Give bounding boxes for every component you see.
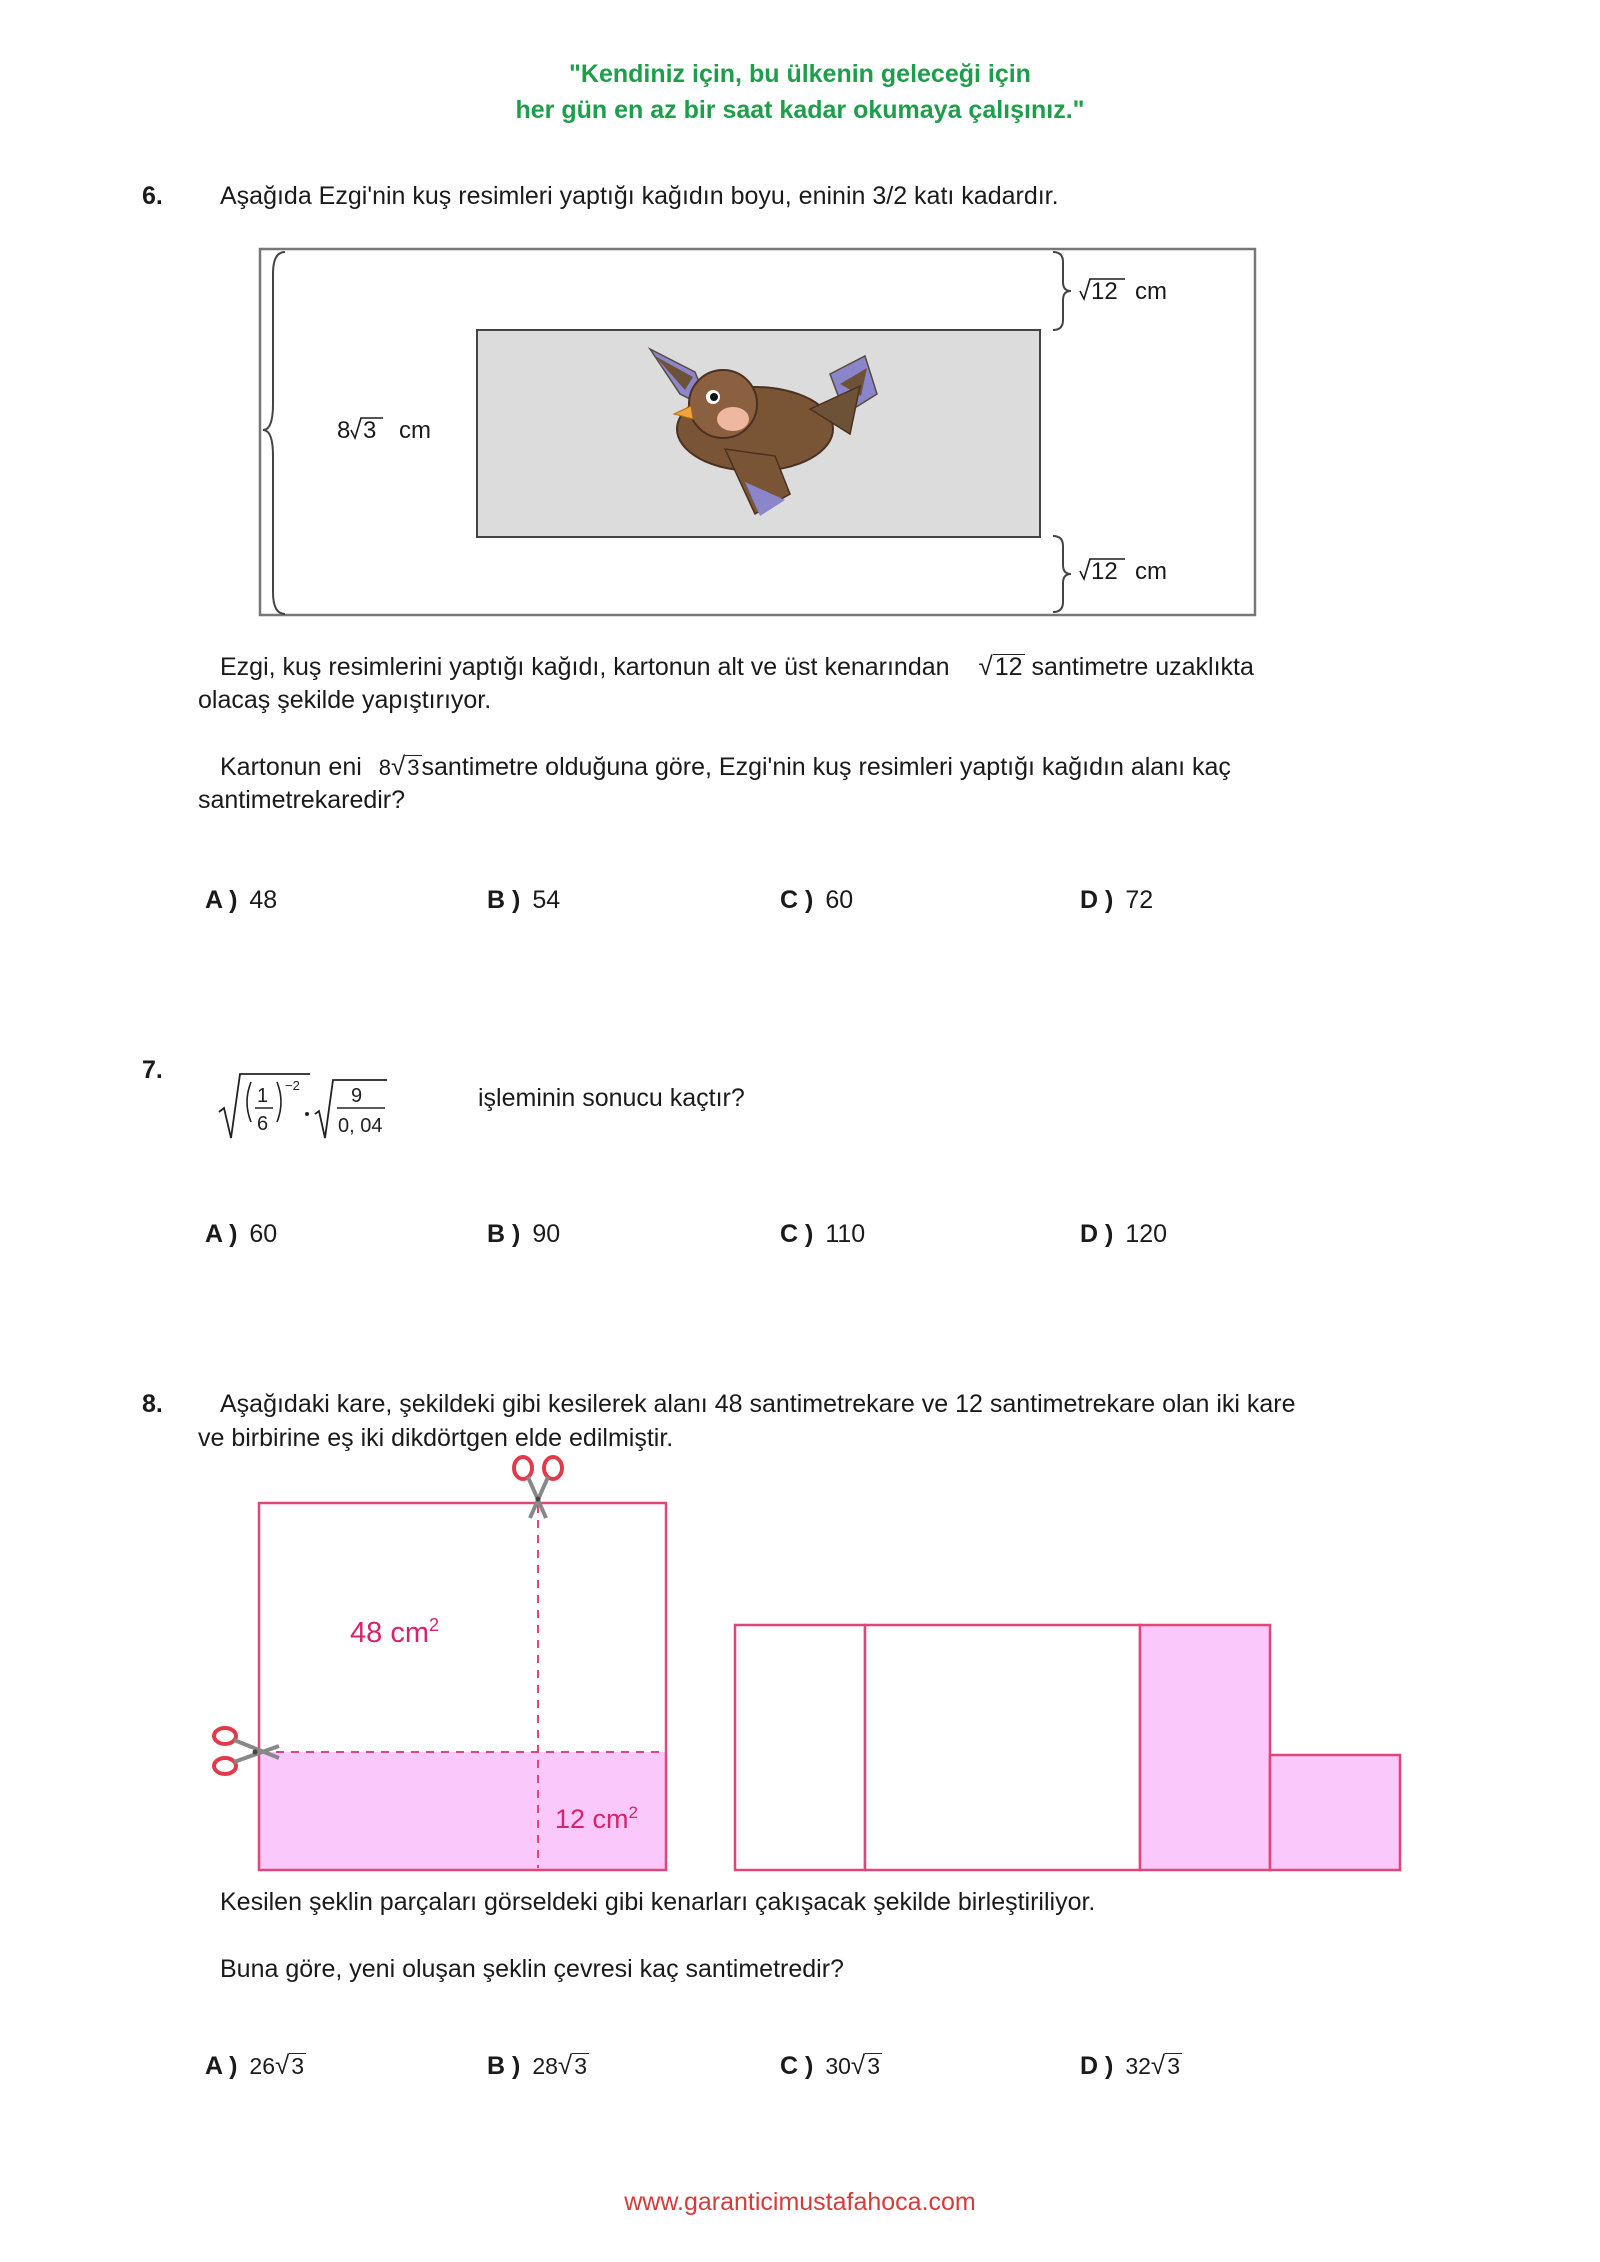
assembled-piece-2 bbox=[865, 1625, 1140, 1870]
q8-option-b[interactable]: B ) 28√3 bbox=[487, 2050, 587, 2080]
question-6-prompt: Aşağıda Ezgi'nin kuş resimleri yaptığı kağıdın boyu, eninin 3/2 katı kadardır. bbox=[220, 182, 1059, 210]
svg-text:6: 6 bbox=[257, 1113, 269, 1135]
question-6-figure bbox=[255, 244, 1265, 620]
motto-line-1: "Kendiniz için, bu ülkenin geleceği için bbox=[569, 60, 1031, 88]
q8-option-a[interactable]: A ) 26√3 bbox=[205, 2050, 305, 2080]
question-7-number: 7. bbox=[142, 1056, 163, 1084]
width-coef: 8 bbox=[337, 417, 351, 444]
label-12: 12 $cm^2$ bbox=[555, 1803, 638, 1834]
question-8-prompt-b: ve birbirine eş iki dikdörtgen elde edilmiştir. bbox=[198, 1424, 674, 1452]
svg-text:1: 1 bbox=[257, 1085, 269, 1107]
assembled-piece-3 bbox=[1140, 1625, 1270, 1870]
question-8-number: 8. bbox=[142, 1390, 163, 1418]
q7-option-d[interactable]: D ) 120 bbox=[1080, 1220, 1168, 1248]
svg-text:0, 04: 0, 04 bbox=[338, 1115, 383, 1137]
motto-line-2: her gün en az bir saat kadar okumaya çalışınız." bbox=[515, 96, 1085, 124]
q6-option-d[interactable]: D ) 72 bbox=[1080, 886, 1154, 914]
question-6-paragraph-2b: santimetrekaredir? bbox=[198, 786, 406, 814]
q7-option-b[interactable]: B ) 90 bbox=[487, 1220, 561, 1248]
q6-option-c[interactable]: C ) 60 bbox=[780, 886, 854, 914]
label-48: 48 $cm^2$ bbox=[350, 1615, 439, 1649]
width-radicand: 3 bbox=[363, 417, 377, 444]
bottom-margin-unit: cm bbox=[1135, 558, 1167, 585]
question-6-paragraph-1: Ezgi, kuş resimlerini yaptığı kağıdı, kartonun alt ve üst kenarından √12 santimetre uzaklıkta bbox=[220, 651, 1254, 681]
question-6-number: 6. bbox=[142, 182, 163, 210]
assembled-piece-1 bbox=[735, 1625, 865, 1870]
assembled-piece-4 bbox=[1270, 1755, 1400, 1870]
bottom-margin-radicand: 12 bbox=[1091, 558, 1118, 585]
question-8-figure bbox=[205, 1455, 1415, 1885]
question-6-paragraph-2: Kartonun eni 8√3santimetre olduğuna göre, Ezgi'nin kuş resimleri yaptığı kağıdın alanı kaç bbox=[220, 751, 1231, 781]
footer-link[interactable]: www.garanticimustafahoca.com bbox=[624, 2188, 976, 2216]
q7-option-c[interactable]: C ) 110 bbox=[780, 1220, 866, 1248]
q8-option-c[interactable]: C ) 30√3 bbox=[780, 2050, 880, 2080]
top-margin-radicand: 12 bbox=[1091, 278, 1118, 305]
q6-option-a[interactable]: A ) 48 bbox=[205, 886, 278, 914]
question-8-paragraph-1: Kesilen şeklin parçaları görseldeki gibi kenarları çakışacak şekilde birleştiriliyor. bbox=[220, 1888, 1096, 1916]
question-8-prompt-a: Aşağıdaki kare, şekildeki gibi kesilerek alanı 48 santimetrekare ve 12 santimetrekare olan iki kare bbox=[220, 1390, 1296, 1418]
top-margin-unit: cm bbox=[1135, 278, 1167, 305]
q6-option-b[interactable]: B ) 54 bbox=[487, 886, 561, 914]
question-7-prompt: işleminin sonucu kaçtır? bbox=[478, 1084, 745, 1112]
question-6-paragraph-1b: olacaş şekilde yapıştırıyor. bbox=[198, 686, 492, 714]
motto-header bbox=[0, 56, 1600, 128]
question-7-expression bbox=[215, 1070, 395, 1145]
svg-text:8 bbox=[337, 417, 350, 444]
question-8-paragraph-2: Buna göre, yeni oluşan şeklin çevresi kaç santimetredir? bbox=[220, 1955, 844, 1983]
svg-text:9: 9 bbox=[351, 1085, 363, 1107]
q8-option-d[interactable]: D ) 32√3 bbox=[1080, 2050, 1180, 2080]
q7-option-a[interactable]: A ) 60 bbox=[205, 1220, 278, 1248]
width-unit: cm bbox=[399, 417, 431, 444]
svg-text:−2: −2 bbox=[285, 1078, 300, 1093]
